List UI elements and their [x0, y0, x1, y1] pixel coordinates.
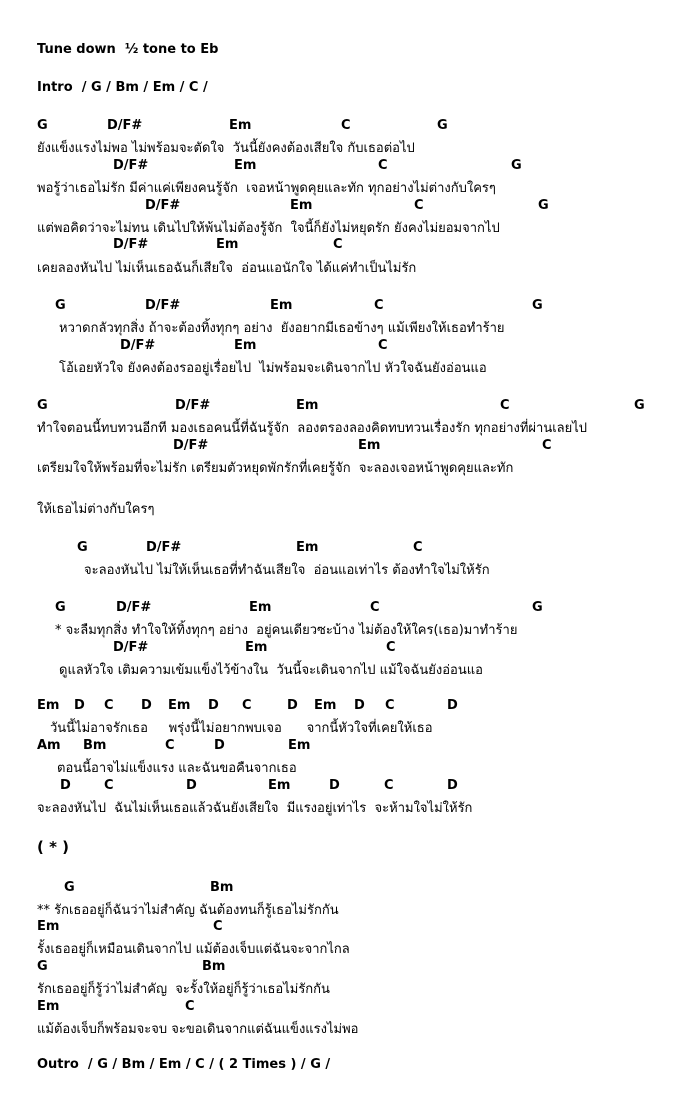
- chord: C: [242, 698, 252, 713]
- chord: Em: [37, 999, 60, 1014]
- chord: Bm: [210, 880, 234, 895]
- chord: Em: [296, 540, 319, 555]
- chord: C: [165, 738, 175, 753]
- lyric-text: รักเธออยู่ก็รู้ว่าไม่สำคัญ จะรั้งให้อยู่ก็รู้ว่าเธอไม่รักกัน: [37, 982, 330, 997]
- lyric-text: รั้งเธออยู่ก็เหมือนเดินจากไป แม้ต้องเจ็บแต่ฉันจะจากไกล: [37, 942, 350, 957]
- lyric-text: พอรู้ว่าเธอไม่รัก มีค่าแค่เพียงคนรู้จัก เจอหน้าพูดคุยและทัก ทุกอย่างไม่ต่างกับใครๆ: [37, 181, 496, 196]
- chord: C: [341, 118, 351, 133]
- chord: D: [60, 778, 71, 793]
- chord: C: [414, 198, 424, 213]
- chord: D/F#: [116, 600, 152, 615]
- lyric-text: ตอนนี้อาจไม่แข็งแรง และฉันขอคืนจากเธอ: [57, 761, 297, 776]
- chord: Am: [37, 738, 61, 753]
- chord: Em: [270, 298, 293, 313]
- lyric-text: เคยลองหันไป ไม่เห็นเธอฉันก็เสียใจ อ่อนแอนักใจ ได้แค่ทำเป็นไม่รัก: [37, 261, 417, 276]
- chord: D/F#: [113, 640, 149, 655]
- lyric-text: เตรียมใจให้พร้อมที่จะไม่รัก เตรียมตัวหยุดพักรักที่เคยรู้จัก จะลองเจอหน้าพูดคุยและทัก: [37, 461, 514, 476]
- chord: Bm: [83, 738, 107, 753]
- chord: C: [104, 778, 114, 793]
- chord: Em: [168, 698, 191, 713]
- chord: G: [532, 600, 543, 615]
- lyric-text: โอ้เอยหัวใจ ยังคงต้องรออยู่เรื่อยไป ไม่พร้อมจะเดินจากไป หัวใจฉันยังอ่อนแอ: [59, 361, 487, 376]
- chord: C: [374, 298, 384, 313]
- chord: G: [511, 158, 522, 173]
- chord: Em: [229, 118, 252, 133]
- chord: G: [77, 540, 88, 555]
- chord: D/F#: [173, 438, 209, 453]
- chord: D: [447, 698, 458, 713]
- chord: G: [37, 118, 48, 133]
- tuning-note: Tune down ½ tone to Eb: [37, 42, 219, 57]
- chord: D: [287, 698, 298, 713]
- lyric-text: จะลองหันไป ฉันไม่เห็นเธอแล้วฉันยังเสียใจ มีแรงอยู่เท่าไร จะห้ามใจไม่ให้รัก: [37, 801, 473, 816]
- chord: D: [447, 778, 458, 793]
- chord: G: [64, 880, 75, 895]
- lyric-text: ให้เธอไม่ต่างกับใครๆ: [37, 502, 155, 517]
- chord: G: [37, 398, 48, 413]
- lyric-text: ทำใจตอนนี้ทบทวนอีกที มองเธอคนนี้ที่ฉันรู้จัก ลองตรองลองคิดทบทวนเรื่องรัก ทุกอย่างที่ผ่านเลยไป: [37, 421, 588, 436]
- chord: Em: [37, 698, 60, 713]
- lyric-text: แม้ต้องเจ็บก็พร้อมจะจบ จะขอเดินจากแต่ฉันแข็งแรงไม่พอ: [37, 1022, 359, 1037]
- chord: D/F#: [146, 540, 182, 555]
- lyric-text: ยังแข็งแรงไม่พอ ไม่พร้อมจะตัดใจ วันนี้ยังคงต้องเสียใจ กับเธอต่อไป: [37, 141, 415, 156]
- lyric-text: หวาดกลัวทุกสิ่ง ถ้าจะต้องทิ้งทุกๆ อย่าง ยังอยากมีเธอข้างๆ แม้เพียงให้เธอทำร้าย: [59, 321, 505, 336]
- chord: D: [329, 778, 340, 793]
- chord: D/F#: [113, 158, 149, 173]
- chord: C: [500, 398, 510, 413]
- chord: G: [538, 198, 549, 213]
- chord: C: [333, 237, 343, 252]
- chord: C: [378, 338, 388, 353]
- chord: D/F#: [113, 237, 149, 252]
- chord: C: [384, 778, 394, 793]
- chord: G: [634, 398, 645, 413]
- chord: G: [532, 298, 543, 313]
- chord: Em: [216, 237, 239, 252]
- chord: Em: [234, 338, 257, 353]
- chord: Em: [268, 778, 291, 793]
- chord: D/F#: [175, 398, 211, 413]
- chord: Em: [37, 919, 60, 934]
- chord: D/F#: [120, 338, 156, 353]
- chord: D: [354, 698, 365, 713]
- chord: G: [55, 600, 66, 615]
- chord: G: [437, 118, 448, 133]
- chord: D/F#: [107, 118, 143, 133]
- chord: D: [208, 698, 219, 713]
- intro-chords: Intro / G / Bm / Em / C /: [37, 80, 208, 95]
- chord: Em: [358, 438, 381, 453]
- chord: Em: [234, 158, 257, 173]
- lyric-text: จะลองหันไป ไม่ให้เห็นเธอที่ทำฉันเสียใจ อ่อนแอเท่าไร ต้องทำใจไม่ให้รัก: [84, 563, 490, 578]
- chord: G: [55, 298, 66, 313]
- outro-chords: Outro / G / Bm / Em / C / ( 2 Times ) / G /: [37, 1057, 331, 1072]
- chord: C: [213, 919, 223, 934]
- chord: C: [413, 540, 423, 555]
- chord: D: [214, 738, 225, 753]
- chord: C: [378, 158, 388, 173]
- chord: Em: [290, 198, 313, 213]
- chord: C: [185, 999, 195, 1014]
- chord: D: [141, 698, 152, 713]
- chord: C: [386, 640, 396, 655]
- chord: C: [370, 600, 380, 615]
- chord: C: [104, 698, 114, 713]
- chord: Em: [288, 738, 311, 753]
- lyric-text: ** รักเธออยู่ก็ฉันว่าไม่สำคัญ ฉันต้องทนก็รู้เธอไม่รักกัน: [37, 903, 339, 918]
- chord: G: [37, 959, 48, 974]
- lyric-text: * จะลืมทุกสิ่ง ทำใจให้ทิ้งทุกๆ อย่าง อยู่คนเดียวซะบ้าง ไม่ต้องให้ใคร(เธอ)มาทำร้าย: [55, 623, 518, 638]
- chord: Em: [245, 640, 268, 655]
- lyric-text: แต่พอคิดว่าจะไม่ทน เดินไปให้พ้นไม่ต้องรู้จัก ใจนี้ก็ยังไม่หยุดรัก ยังคงไม่ยอมจากไป: [37, 221, 500, 236]
- lyric-text: ดูแลหัวใจ เติมความเข้มแข็งไว้ข้างใน วันนี้จะเดินจากไป แม้ใจฉันยังอ่อนแอ: [59, 663, 483, 678]
- lyric-text: วันนี้ไม่อาจรักเธอ พรุ่งนี้ไม่อยากพบเจอ จากนี้หัวใจที่เคยให้เธอ: [50, 721, 433, 736]
- chord: Em: [296, 398, 319, 413]
- chord: C: [542, 438, 552, 453]
- chord: Em: [249, 600, 272, 615]
- chorus-repeat-marker: ( * ): [37, 838, 69, 856]
- chord: Em: [314, 698, 337, 713]
- chord: D: [74, 698, 85, 713]
- chord: D: [186, 778, 197, 793]
- chord: D/F#: [145, 198, 181, 213]
- chord: Bm: [202, 959, 226, 974]
- chord: D/F#: [145, 298, 181, 313]
- chord: C: [385, 698, 395, 713]
